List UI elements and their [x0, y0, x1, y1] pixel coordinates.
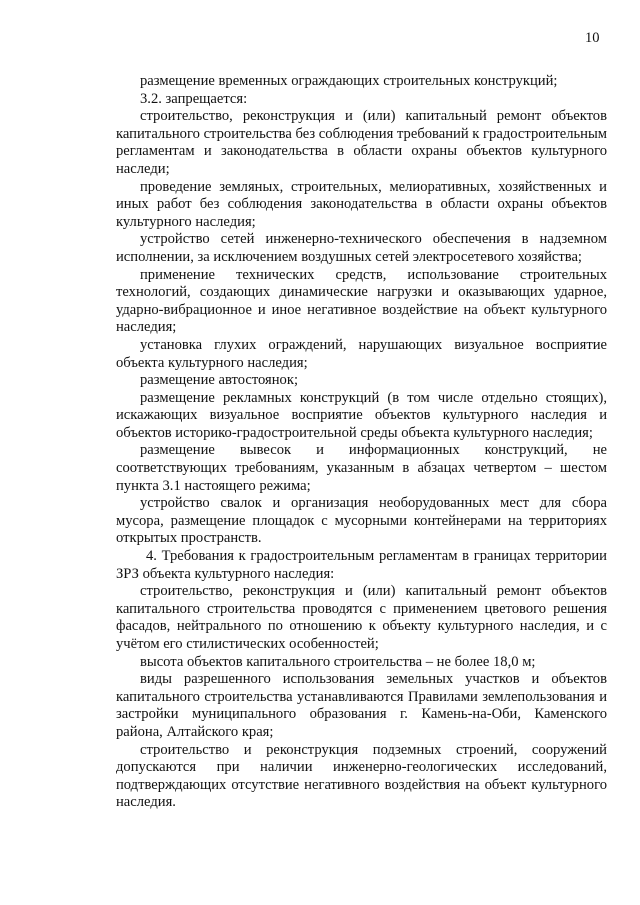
paragraph: строительство, реконструкция и (или) капитальный ремонт объектов капитального строительства проводятся с применением цветового решения фасадов, нейтрального по отношению к объекту культурного наследия, и с учётом его стилистических особенностей; — [116, 583, 607, 652]
paragraph: устройство свалок и организация необорудованных мест для сбора мусора, размещение площадок с мусорными контейнерами на территориях открытых пространств. — [116, 495, 607, 547]
paragraph: размещение временных ограждающих строительных конструкций; — [140, 73, 558, 89]
paragraph: проведение земляных, строительных, мелиоративных, хозяйственных и иных работ без соблюдения законодательства в области охраны объектов культурного наследия; — [116, 178, 607, 230]
paragraph: размещение вывесок и информационных конструкций, не соответствующих требованиям, указанным в абзацах четвертом – шестом пункта 3.1 настоящего режима; — [116, 442, 607, 494]
page-number: 10 — [585, 30, 600, 46]
document-body — [116, 73, 607, 812]
paragraph: виды разрешенного использования земельных участков и объектов капитального строительства устанавливаются Правилами землепользования и застройки муниципального образования г. Камень-на-Оби, Каменского района, Алтайского края; — [116, 671, 607, 740]
paragraph: установка глухих ограждений, нарушающих визуальное восприятие объекта культурного наследия; — [116, 336, 607, 371]
paragraph: 3.2. запрещается: — [140, 90, 248, 107]
paragraph: применение технических средств, использование строительных технологий, создающих динамические нагрузки и оказывающих ударное, ударно-вибрационное и иное негативное воздействие на объект культурного наследия; — [116, 266, 607, 336]
paragraph: высота объектов капитального строительства – не более 18,0 м; — [140, 653, 536, 670]
paragraph: строительство, реконструкция и (или) капитальный ремонт объектов капитального строительства без соблюдения требований к градостроительным регламентам и законодательства в области охраны объектов культурного наследи; — [116, 108, 607, 177]
paragraph: устройство сетей инженерно-технического обеспечения в надземном исполнении, за исключением воздушных сетей электросетевого хозяйства; — [116, 231, 607, 265]
paragraph: строительство и реконструкция подземных строений, сооружений допускаются при наличии инженерно-геологических исследований, подтверждающих отсутствие негативного воздействия на объект культурного наследия. — [116, 741, 607, 811]
paragraph: размещение автостоянок; — [140, 372, 299, 389]
section-heading: 4. Требования к градостроительным регламентам в границах территории ЗРЗ объекта культурного наследия: — [116, 548, 607, 582]
paragraph: размещение рекламных конструкций (в том числе отдельно стоящих), искажающих визуальное восприятие объектов культурного наследия и объектов историко-градостроительной среды объекта культурного наследия; — [116, 389, 607, 441]
